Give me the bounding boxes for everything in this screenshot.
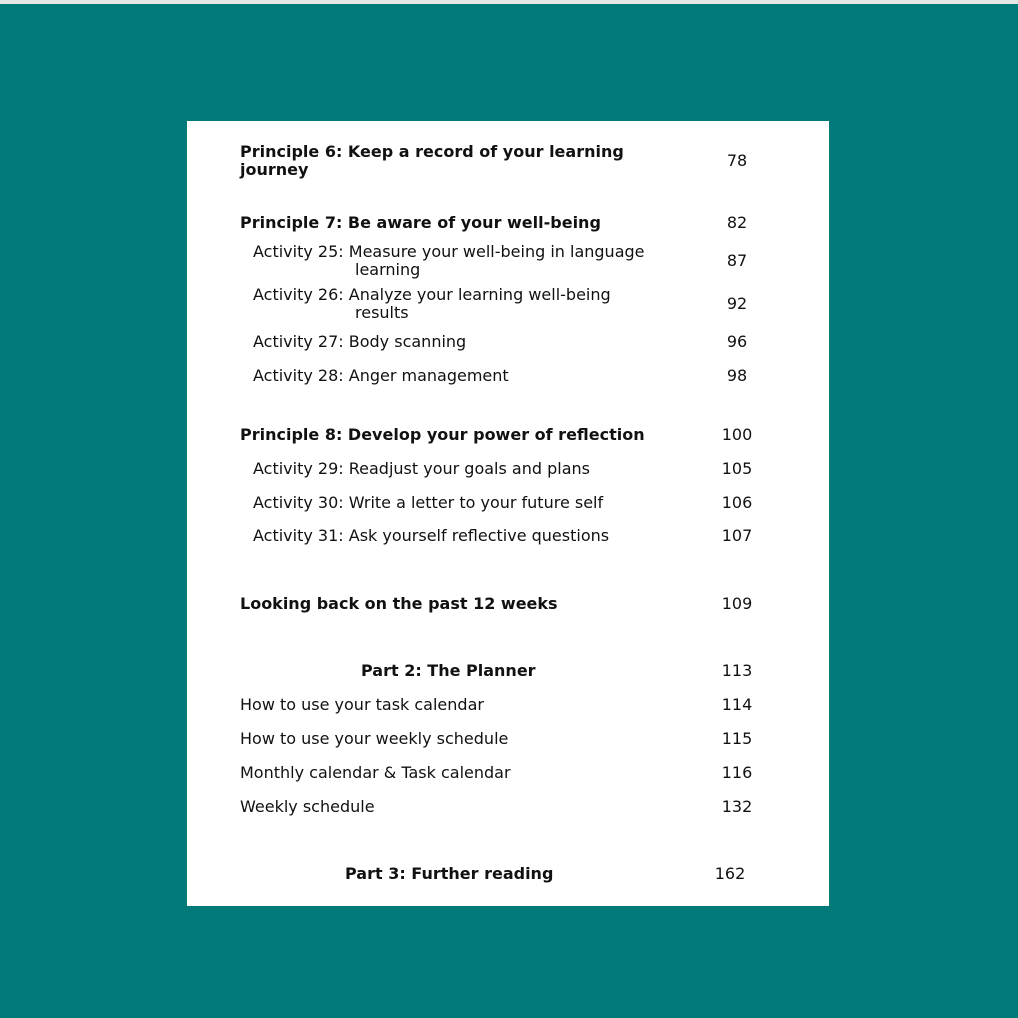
toc-entry-page: 82 <box>726 213 748 232</box>
toc-entry-page: 78 <box>726 151 748 170</box>
toc-entry-page: 132 <box>721 797 753 816</box>
toc-entry-title: Activity 27: Body scanning <box>253 332 467 351</box>
toc-entry-title: Principle 6: Keep a record of your learning <box>240 142 624 161</box>
toc-entry-page: 106 <box>721 493 753 512</box>
toc-entry-page: 98 <box>726 366 748 385</box>
toc-entry-page: 105 <box>721 459 753 478</box>
toc-entry-title: Principle 8: Develop your power of reflection <box>240 425 645 444</box>
toc-entry-title-continued: learning <box>355 260 421 279</box>
toc-entry-title-continued: journey <box>240 160 309 179</box>
toc-entry-title-continued: results <box>355 303 409 322</box>
toc-entry-page: 114 <box>721 695 753 714</box>
toc-entry-title: How to use your task calendar <box>240 695 484 714</box>
toc-entry-title: Activity 31: Ask yourself reflective questions <box>253 526 610 545</box>
toc-entry-title: Principle 7: Be aware of your well-being <box>240 213 601 232</box>
toc-entry-title: Part 3: Further reading <box>345 864 554 883</box>
toc-entry-title: How to use your weekly schedule <box>240 729 509 748</box>
toc-entry-page: 87 <box>726 251 748 270</box>
toc-entry-page: 92 <box>726 294 748 313</box>
toc-entry-title: Weekly schedule <box>240 797 375 816</box>
toc-entry-page: 96 <box>726 332 748 351</box>
toc-entry-title: Activity 30: Write a letter to your future self <box>253 493 604 512</box>
toc-entry-page: 116 <box>721 763 753 782</box>
toc-entry-title: Activity 25: Measure your well-being in language <box>253 242 645 261</box>
toc-entry-title: Activity 29: Readjust your goals and plans <box>253 459 590 478</box>
toc-entry-title: Activity 26: Analyze your learning well-being <box>253 285 611 304</box>
toc-entry-page: 162 <box>714 864 746 883</box>
top-strip <box>0 0 1018 4</box>
toc-entry-page: 115 <box>721 729 753 748</box>
toc-entry-title: Part 2: The Planner <box>361 661 536 680</box>
toc-entry-page: 107 <box>721 526 753 545</box>
toc-page <box>187 121 829 906</box>
toc-entry-title: Looking back on the past 12 weeks <box>240 594 558 613</box>
toc-entry-page: 100 <box>721 425 753 444</box>
toc-entry-page: 109 <box>721 594 753 613</box>
toc-entry-title: Monthly calendar & Task calendar <box>240 763 511 782</box>
toc-entry-page: 113 <box>721 661 753 680</box>
toc-entry-title: Activity 28: Anger management <box>253 366 509 385</box>
